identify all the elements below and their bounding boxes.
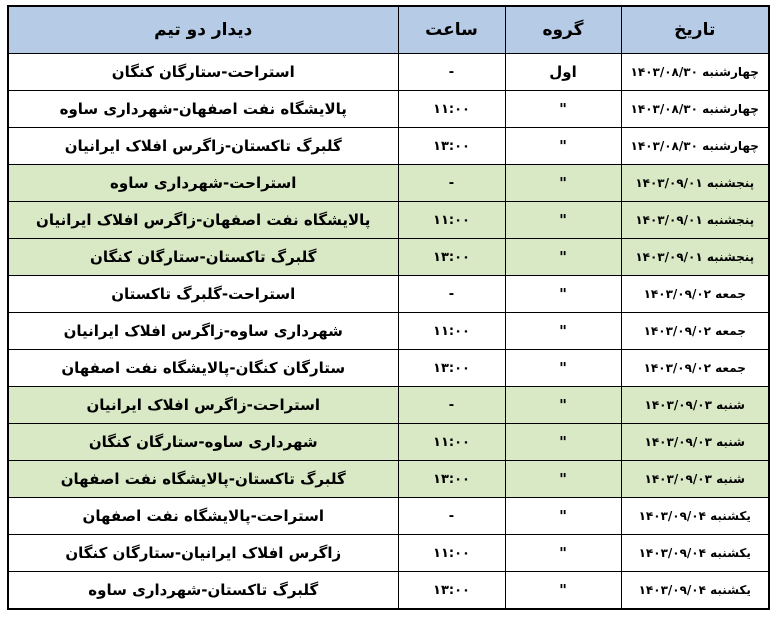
date-cell: شنبه ۱۴۰۳/۰۹/۰۳	[621, 387, 769, 424]
match-cell: استراحت-ستارگان کنگان	[8, 54, 398, 91]
group-cell: "	[505, 128, 621, 165]
date-cell: چهارشنبه ۱۴۰۳/۰۸/۳۰	[621, 54, 769, 91]
time-cell: ۱۳:۰۰	[398, 350, 505, 387]
group-cell: "	[505, 498, 621, 535]
match-cell: استراحت-شهرداری ساوه	[8, 165, 398, 202]
group-cell: "	[505, 350, 621, 387]
match-cell: شهرداری ساوه-ستارگان کنگان	[8, 424, 398, 461]
date-cell: یکشنبه ۱۴۰۳/۰۹/۰۴	[621, 572, 769, 610]
match-cell: گلبرگ تاکستان-شهرداری ساوه	[8, 572, 398, 610]
table-row	[8, 572, 769, 610]
group-cell: "	[505, 461, 621, 498]
time-cell: -	[398, 165, 505, 202]
date-cell: چهارشنبه ۱۴۰۳/۰۸/۳۰	[621, 128, 769, 165]
match-cell: پالایشگاه نفت اصفهان-زاگرس افلاک ایرانیان	[8, 202, 398, 239]
time-cell: ۱۳:۰۰	[398, 572, 505, 610]
time-cell: ۱۳:۰۰	[398, 461, 505, 498]
table-body	[8, 54, 769, 610]
group-cell: "	[505, 387, 621, 424]
match-cell: شهرداری ساوه-زاگرس افلاک ایرانیان	[8, 313, 398, 350]
match-cell: زاگرس افلاک ایرانیان-ستارگان کنگان	[8, 535, 398, 572]
table-row	[8, 498, 769, 535]
schedule-container	[7, 5, 770, 610]
group-cell: "	[505, 535, 621, 572]
group-cell: "	[505, 572, 621, 610]
date-cell: شنبه ۱۴۰۳/۰۹/۰۳	[621, 424, 769, 461]
match-cell: استراحت-گلبرگ تاکستان	[8, 276, 398, 313]
table-row	[8, 202, 769, 239]
time-cell: ۱۳:۰۰	[398, 239, 505, 276]
match-cell: گلبرگ تاکستان-پالایشگاه نفت اصفهان	[8, 461, 398, 498]
match-cell: استراحت-پالایشگاه نفت اصفهان	[8, 498, 398, 535]
match-cell: گلبرگ تاکستان-زاگرس افلاک ایرانیان	[8, 128, 398, 165]
time-cell: -	[398, 276, 505, 313]
table-row	[8, 91, 769, 128]
header-match: دیدار دو تیم	[8, 6, 398, 54]
time-cell: -	[398, 387, 505, 424]
header-group: گروه	[505, 6, 621, 54]
header-date: تاریخ	[621, 6, 769, 54]
date-cell: یکشنبه ۱۴۰۳/۰۹/۰۴	[621, 535, 769, 572]
table-header-row	[8, 6, 769, 54]
table-row	[8, 276, 769, 313]
time-cell: -	[398, 498, 505, 535]
group-cell: "	[505, 165, 621, 202]
date-cell: جمعه ۱۴۰۳/۰۹/۰۲	[621, 313, 769, 350]
date-cell: جمعه ۱۴۰۳/۰۹/۰۲	[621, 276, 769, 313]
time-cell: ۱۱:۰۰	[398, 91, 505, 128]
table-row	[8, 239, 769, 276]
match-cell: ستارگان کنگان-پالایشگاه نفت اصفهان	[8, 350, 398, 387]
table-row	[8, 424, 769, 461]
group-cell: "	[505, 424, 621, 461]
table-row	[8, 461, 769, 498]
group-cell: "	[505, 313, 621, 350]
group-cell: "	[505, 239, 621, 276]
table-row	[8, 350, 769, 387]
date-cell: چهارشنبه ۱۴۰۳/۰۸/۳۰	[621, 91, 769, 128]
group-cell: اول	[505, 54, 621, 91]
match-cell: گلبرگ تاکستان-ستارگان کنگان	[8, 239, 398, 276]
time-cell: ۱۱:۰۰	[398, 424, 505, 461]
table-row	[8, 54, 769, 91]
table-row	[8, 387, 769, 424]
time-cell: -	[398, 54, 505, 91]
table-row	[8, 313, 769, 350]
match-cell: استراحت-زاگرس افلاک ایرانیان	[8, 387, 398, 424]
group-cell: "	[505, 202, 621, 239]
time-cell: ۱۱:۰۰	[398, 313, 505, 350]
date-cell: جمعه ۱۴۰۳/۰۹/۰۲	[621, 350, 769, 387]
date-cell: پنجشنبه ۱۴۰۳/۰۹/۰۱	[621, 165, 769, 202]
time-cell: ۱۱:۰۰	[398, 535, 505, 572]
match-cell: پالایشگاه نفت اصفهان-شهرداری ساوه	[8, 91, 398, 128]
time-cell: ۱۳:۰۰	[398, 128, 505, 165]
date-cell: یکشنبه ۱۴۰۳/۰۹/۰۴	[621, 498, 769, 535]
date-cell: شنبه ۱۴۰۳/۰۹/۰۳	[621, 461, 769, 498]
table-row	[8, 128, 769, 165]
group-cell: "	[505, 91, 621, 128]
header-time: ساعت	[398, 6, 505, 54]
time-cell: ۱۱:۰۰	[398, 202, 505, 239]
match-schedule-table	[7, 5, 770, 610]
date-cell: پنجشنبه ۱۴۰۳/۰۹/۰۱	[621, 202, 769, 239]
date-cell: پنجشنبه ۱۴۰۳/۰۹/۰۱	[621, 239, 769, 276]
group-cell: "	[505, 276, 621, 313]
table-row	[8, 165, 769, 202]
table-row	[8, 535, 769, 572]
